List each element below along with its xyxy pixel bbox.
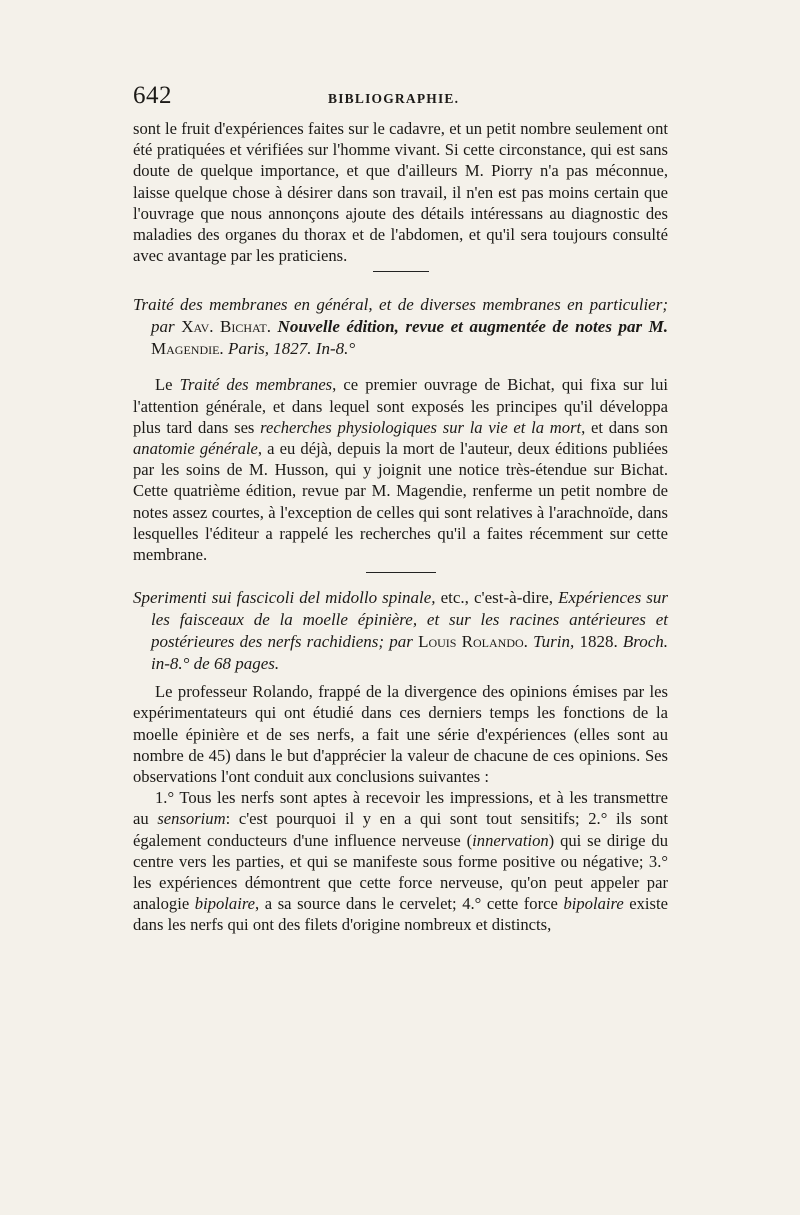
body-text: , et dans son: [581, 417, 668, 437]
body-italic: sensorium: [157, 809, 226, 829]
body-text: existe dans les nerfs qui ont des filets d'origine nombreux et distincts,: [133, 894, 668, 935]
imprint: Paris, 1827. In-8.°: [227, 339, 356, 359]
body-italic: anatomie générale: [133, 439, 258, 459]
title-part: Nouvelle édition, revue et augmentée de notes par M.: [277, 317, 669, 337]
title-part: Traité des membranes en général, et de diverses membranes en particulier; par: [133, 295, 668, 337]
running-head: BIBLIOGRAPHIE.: [328, 91, 460, 106]
entry-title: [133, 294, 668, 360]
intro-paragraph: sont le fruit d'expériences faites sur le cadavre, et un petit nombre seulement ont été pratiquées et vérifiées sur l'homme vivant. Si cette circonstance, qui est sans doute de quelque importance, et que d'ailleurs M. Piorry n'a pas méconnue, laisse quelque chose à désirer dans son travail, il n'en est pas moins certain que l'ouvrage que nous annonçons ajoute des détails intéressans au diagnostic des maladies des organes du thorax et de l'abdomen, et qu'il sera toujours consulté avec avantage par les praticiens.: [133, 119, 668, 266]
entry-body: [133, 374, 668, 565]
bibliography-entry-rolando: [133, 587, 668, 935]
imprint-place: Turin,: [533, 632, 575, 652]
body-text: 1.° Tous les nerfs sont aptes à recevoir les impressions, et à les transmettre au: [133, 788, 668, 829]
entry-body-conclusions: [133, 787, 668, 935]
page-header: [133, 82, 668, 118]
title-part: Sperimenti sui fascicoli del midollo spinale,: [133, 588, 436, 608]
body-italic: innervation: [472, 830, 549, 850]
imprint-year: 1828.: [579, 632, 618, 652]
body-text: , a sa source dans le cervelet; 4.° cette force: [255, 894, 558, 914]
entry-body: Le professeur Rolando, frappé de la divergence des opinions émises par les expérimentateurs qui ont étudié dans ces derniers temps les fonctions de la moelle épinière et de ses nerfs, a fait une série d'expériences (elles sont au nombre de 45) dans le but d'apprécier la valeur de chacune de ces opinions. Ses observations l'ont conduit aux conclusions suivantes :: [133, 682, 668, 787]
body-text: , ce premier ouvrage de Bichat, qui fixa sur lui l'attention générale, et dans lequel sont exposés les principes qu'il développa plus tard dans ses: [133, 375, 668, 437]
author-name: Louis Rolando.: [418, 632, 528, 652]
author-name: Xav. Bichat.: [181, 317, 271, 337]
body-text: , a eu déjà, depuis la mort de l'auteur, deux éditions publiées par les soins de M. Husson, qui y joignit une notice très-étendue sur Bichat. Cette quatrième édition, revue par M. Magendie, renferme un petit nombre de notes assez courtes, à l'exception de celles qui sont relatives à l'arachnoïde, dans lesquelles l'éditeur a rappelé les recherches qu'il a faites récemment sur cette membrane.: [133, 439, 668, 565]
spacer: [133, 360, 668, 374]
title-roman: etc., c'est-à-dire,: [440, 588, 554, 608]
body-text: ) qui se dirige du centre vers les parties, et qui se manifeste sous forme positive ou négative; 3.° les expériences démontrent que cette force nerveuse, qu'on peut appeler par analogie: [133, 830, 668, 914]
editor-name: Magendie.: [151, 339, 224, 359]
body-italic: bipolaire: [194, 894, 256, 914]
entry-title: [133, 587, 668, 675]
book-page: [133, 82, 668, 936]
title-part: Expériences sur les faisceaux de la moelle épinière, et sur les racines antérieures et postérieures des nerfs rachidiens; par: [151, 588, 668, 652]
body-italic: bipolaire: [563, 894, 624, 914]
section-divider: [366, 572, 436, 573]
body-italic: recherches physiologiques sur la vie et la mort: [260, 417, 582, 437]
body-italic: Traité des membranes: [179, 375, 333, 395]
body-text: : c'est pourquoi il y en a qui sont tout sensitifs; 2.° ils sont également conducteurs d'une influence nerveuse (: [133, 809, 668, 850]
bibliography-entry-bichat: [133, 294, 668, 565]
imprint-format: Broch. in-8.° de 68 pages.: [151, 632, 669, 674]
body-text: Le: [155, 375, 173, 395]
section-divider: [373, 271, 429, 272]
page-number: 642: [133, 82, 172, 109]
